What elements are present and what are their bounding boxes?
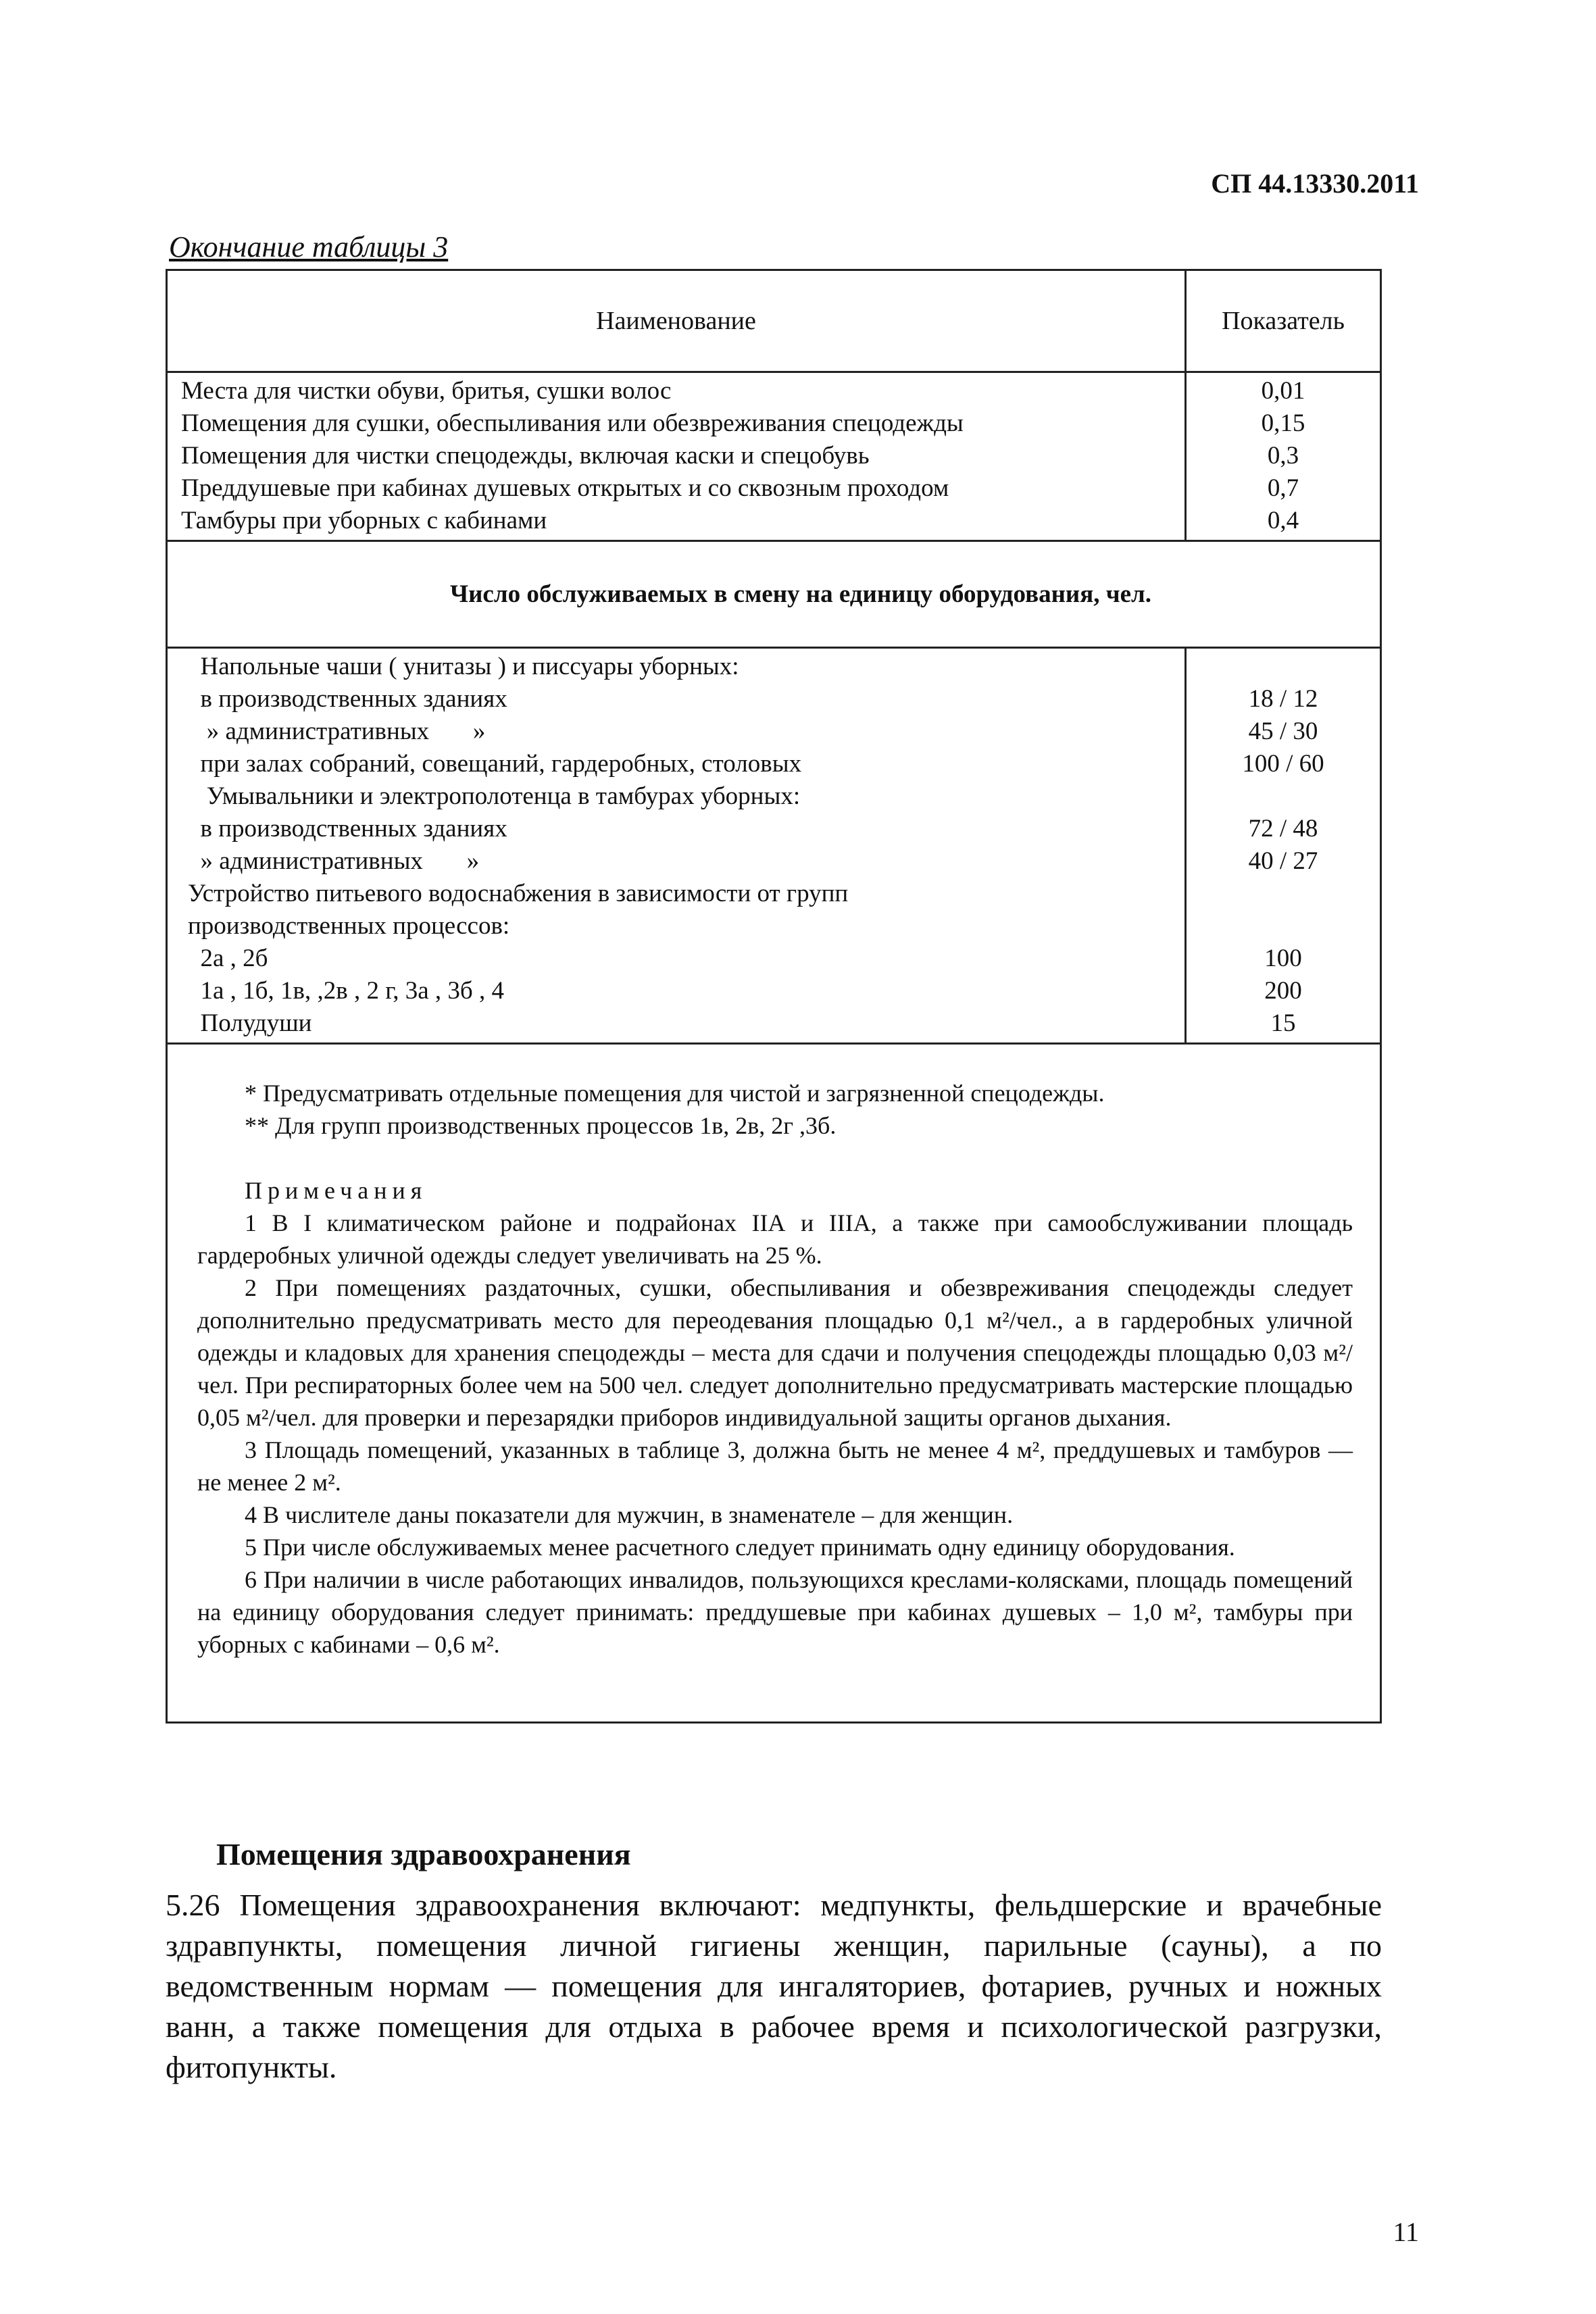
note-item: 2 При помещениях раздаточных, сушки, обеспыливания и обезвреживания спецодежды следует дополнительно предусматривать место для переодевания площадью 0,1 м²/чел., а в гардеробных уличной одежды и кладовых для хранения спецодежды – места для сдачи и получения спецодежды площадью 0,03 м²/чел. При респираторных более чем на 500 чел. следует дополнительно предусматривать мастерские площадью 0,05 м²/чел. для проверки и перезарядки приборов индивидуальной защиты органов дыхания. [197, 1274, 1353, 1431]
table [166, 269, 1382, 1724]
table-notes-row [168, 1045, 1380, 1721]
group2-row-name: Напольные чаши ( унитазы ) и писсуары уборных: [188, 653, 739, 680]
table-header-row [168, 271, 1380, 373]
body-paragraph: 5.26 Помещения здравоохранения включают: медпункты, фельдшерские и врачебные здравпункты, помещения личной гигиены женщин, парильные (сауны), а по ведомственным нормам — помещения для ингаляториев, фотариев, ручных и ножных ванн, а также помещения для отдыха в рабочее время и психологической разгрузки, фитопункты. [166, 1888, 1382, 2084]
group2-row-name: производственных процессов: [188, 912, 510, 940]
note-item: 4 В числителе даны показатели для мужчин, в знаменателе – для женщин. [245, 1501, 1014, 1528]
group2-row-value: 18 / 12 [1248, 685, 1318, 713]
group2-row-value: 100 [1264, 945, 1302, 972]
table-section-row [168, 542, 1380, 649]
table-group-1 [168, 373, 1380, 542]
group1-row-name: Места для чистки обуви, бритья, сушки волос [181, 377, 672, 405]
group-1-names [168, 373, 1187, 540]
section-title: Число обслуживаемых в смену на единицу оборудования, чел. [449, 580, 1152, 608]
group2-row-name: Полудуши [188, 1009, 312, 1037]
group2-row-value: 40 / 27 [1248, 847, 1318, 875]
group1-row-name: Тамбуры при уборных с кабинами [181, 507, 547, 534]
group2-row-name: 2а , 2б [188, 945, 268, 972]
group2-row-name: Устройство питьевого водоснабжения в зависимости от групп [188, 880, 849, 907]
column-header-name: Наименование [168, 271, 1187, 371]
note-item: 1 В I климатическом районе и подрайонах IIА и IIIА, а также при самообслуживании площадь гардеробных уличной одежды следует увеличивать на 25 %. [197, 1209, 1353, 1269]
document-code: СП 44.13330.2011 [1211, 168, 1419, 199]
group1-row-name: Преддушевые при кабинах душевых открытых и со сквозным проходом [181, 474, 949, 502]
notes-block [168, 1045, 1380, 1721]
notes-list [197, 1207, 1366, 1661]
group1-row-value: 0,15 [1261, 409, 1305, 437]
footnote-2: ** Для групп производственных процессов 1в, 2в, 2г ,3б. [245, 1112, 837, 1139]
note-item: 6 При наличии в числе работающих инвалидов, пользующихся креслами-колясками, площадь помещений на единицу оборудования следует принимать: преддушевые при кабинах душевых – 1,0 м², тамбуры при уборных с кабинами – 0,6 м². [197, 1566, 1353, 1658]
group-2-values [1187, 649, 1380, 1042]
notes-title: Примечания [245, 1177, 428, 1204]
group1-row-value: 0,01 [1261, 377, 1305, 405]
group2-row-name: в производственных зданиях [188, 815, 507, 842]
group1-row-value: 0,7 [1267, 474, 1299, 502]
group2-row-value: 72 / 48 [1248, 815, 1318, 842]
group2-row-name: в производственных зданиях [188, 685, 507, 713]
group2-row-name: Умывальники и электрополотенца в тамбурах уборных: [188, 782, 801, 810]
note-item: 5 При числе обслуживаемых менее расчетного следует принимать одну единицу оборудования. [245, 1534, 1235, 1561]
group1-row-value: 0,3 [1267, 442, 1299, 470]
group1-row-value: 0,4 [1267, 507, 1299, 534]
table-group-2 [168, 649, 1380, 1045]
group-2-names [168, 649, 1187, 1042]
group2-row-value [1187, 878, 1380, 910]
group2-row-name: 1а , 1б, 1в, ,2в , 2 г, 3а , 3б , 4 [188, 977, 504, 1005]
table-caption: Окончание таблицы 3 [169, 230, 449, 263]
group2-row-name: » административных » [188, 847, 480, 875]
note-item: 3 Площадь помещений, указанных в таблице 3, должна быть не менее 4 м², преддушевых и тамбуров — не менее 2 м². [197, 1436, 1353, 1496]
group1-row-name: Помещения для сушки, обеспыливания или обезвреживания спецодежды [181, 409, 964, 437]
section-heading: Помещения здравоохранения [216, 1837, 631, 1871]
group2-row-name: при залах собраний, совещаний, гардеробных, столовых [188, 750, 802, 778]
footnote-1: * Предусматривать отдельные помещения для чистой и загрязненной спецодежды. [245, 1080, 1105, 1107]
group2-row-value: 100 / 60 [1242, 750, 1324, 778]
group2-row-value [1187, 780, 1380, 813]
group2-row-value: 15 [1270, 1009, 1296, 1037]
group1-row-name: Помещения для чистки спецодежды, включая каски и спецобувь [181, 442, 870, 470]
group2-row-value [1187, 910, 1380, 942]
group2-row-value: 45 / 30 [1248, 718, 1318, 745]
page-number: 11 [1393, 2217, 1419, 2247]
group2-row-name: » административных » [188, 718, 486, 745]
group-1-values [1187, 373, 1380, 540]
group2-row-value: 200 [1264, 977, 1302, 1005]
group2-row-value [1187, 651, 1380, 683]
column-header-value: Показатель [1222, 307, 1345, 335]
